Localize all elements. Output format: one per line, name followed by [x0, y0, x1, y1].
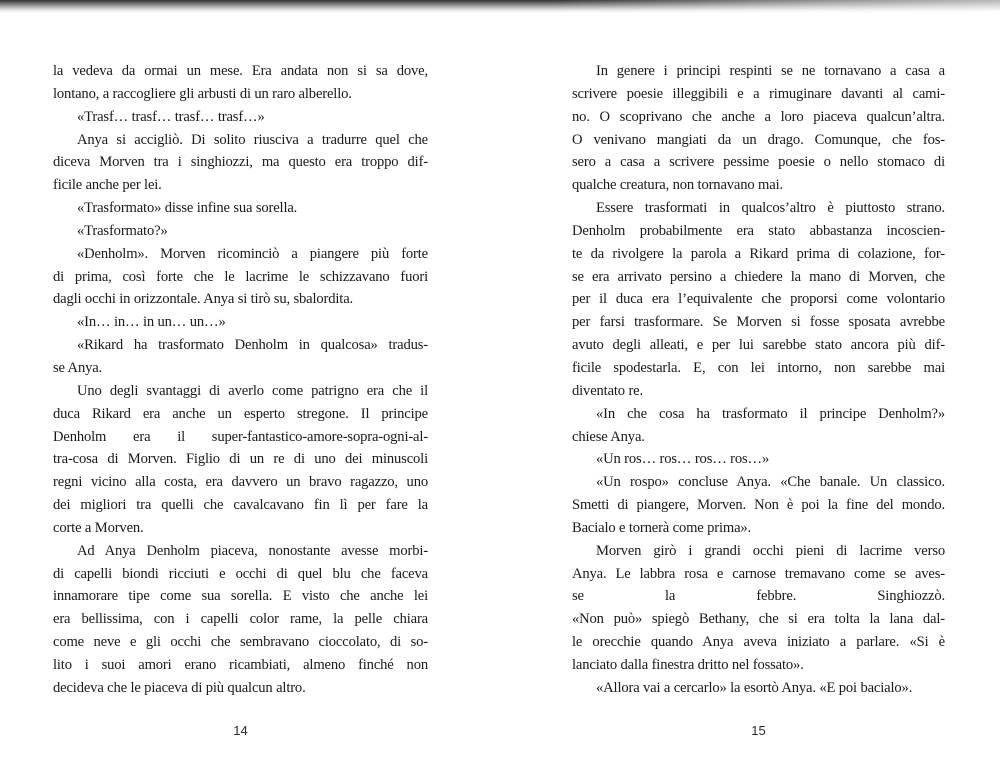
text-line: «Un rospo» concluse Anya. «Che banale. Un classico. [596, 474, 945, 491]
text-line: Uno degli svantaggi di averlo come patrigno era che il [77, 382, 428, 399]
text-line: Smetti di piangere, Morven. Non è poi la fine del mondo. [572, 497, 945, 514]
text-line: le orecchie quando Anya aveva iniziato a parlare. «Si è [572, 634, 945, 651]
text-line: ficile spodestarla. E, con lei intorno, non sarebbe mai [572, 359, 945, 376]
text-line: Denholm probabilmente era stato abbastanza incoscien- [572, 222, 945, 239]
text-line: no. O scoprivano che anche a loro piaceva qualcun’altra. [572, 108, 945, 125]
text-line: «Trasf… trasf… trasf… trasf…» [77, 108, 265, 125]
text-line: Anya. Le labbra rosa e carnose tremavano come se aves- [572, 565, 945, 582]
text-line: tra-cosa di Morven. Figlio di un re di uno dei minuscoli [53, 451, 428, 468]
page-number-left: 14 [233, 723, 248, 738]
text-line: duca Rikard era anche un esperto stregone. Il principe [53, 405, 428, 422]
text-line: In genere i principi respinti se ne tornavano a casa a [596, 63, 945, 79]
text-line: dei migliori tra quelli che cavalcavano fin lì per fare la [53, 497, 428, 514]
text-line: corte a Morven. [53, 519, 144, 536]
text-line: per il duca era l’equivalente che proporsi come volontario [572, 291, 945, 308]
text-line: Morven girò i grandi occhi pieni di lacrime verso [596, 542, 945, 559]
text-line: se la febbre. Singhiozzò. [572, 588, 945, 605]
text-line: come neve e gli occhi che sembravano cioccolato, di so- [53, 634, 428, 651]
text-line: lanciato dalla finestra dritto nel fossato». [572, 656, 804, 673]
text-line: diventato re. [572, 382, 643, 399]
text-line: Bacialo e tornerà come prima». [572, 519, 752, 536]
text-line: Essere trasformati in qualcos’altro è piuttosto strano. [596, 200, 945, 217]
text-line: lito i suoi amori erano ricambiati, almeno finché non [53, 656, 428, 673]
text-line: decideva che le piaceva di più qualcun altro. [53, 679, 306, 696]
text-line: se era arrivato persino a chiedere la mano di Morven, che [572, 268, 945, 285]
text-line: lontano, a raccogliere gli arbusti di un raro alberello. [53, 85, 352, 102]
page-right-text [572, 60, 945, 700]
text-line: qualche creatura, non tornavano mai. [572, 177, 783, 194]
text-line: te da rivolgere la parola a Rikard prima di colazione, for- [572, 245, 945, 262]
text-line: ficile anche per lei. [53, 177, 162, 194]
text-line: dagli occhi in orizzontale. Anya si tirò su, sbalordita. [53, 291, 354, 308]
text-line: «Allora vai a cercarlo» la esortò Anya. «E poi bacialo». [596, 679, 913, 696]
text-line: diceva Morven tra i singhiozzi, ma questo era troppo dif- [53, 154, 428, 171]
text-line: se Anya. [53, 359, 103, 376]
text-line: di prima, così forte che le lacrime le schizzavano fuori [53, 268, 428, 285]
text-line: «Rikard ha trasformato Denholm in qualcosa» tradus- [77, 337, 428, 354]
text-line: era bellissima, con i capelli color rame, la pelle chiara [53, 611, 428, 628]
text-line: avuto degli alleati, e per lui sarebbe stato ancora più dif- [572, 337, 945, 354]
text-line: «In che cosa ha trasformato il principe Denholm?» [596, 405, 945, 422]
text-line: «Trasformato» disse infine sua sorella. [77, 200, 298, 217]
text-line: per farsi trasformare. Se Morven si fosse sposata avrebbe [572, 314, 945, 331]
page-left-text [53, 60, 428, 700]
text-line: di capelli biondi ricciuti e occhi di quel blu che faceva [53, 565, 428, 582]
text-line: «Denholm». Morven ricominciò a piangere più forte [77, 245, 428, 262]
text-line: O venivano mangiati da un drago. Comunque, che fos- [572, 131, 945, 148]
text-line: innamorare tipe come sua sorella. E visto che anche lei [53, 588, 428, 605]
text-line: Denholm era il super-fantastico-amore-sopra-ogni-al- [53, 428, 428, 445]
text-line: «Non può» spiegò Bethany, che si era tolta la lana dal- [572, 611, 945, 628]
text-line: regni vicino alla costa, era davvero un bravo ragazzo, uno [53, 474, 428, 491]
text-line: la vedeva da ormai un mese. Era andata non si sa dove, [53, 63, 428, 79]
text-line: scrivere poesie illeggibili e a rimuginare davanti al cami- [572, 85, 945, 102]
page-number-right: 15 [751, 723, 766, 738]
text-line: Ad Anya Denholm piaceva, nonostante avesse morbi- [77, 542, 428, 559]
text-line: chiese Anya. [572, 428, 645, 445]
text-line: «Trasformato?» [77, 222, 168, 239]
text-line: Anya si accigliò. Di solito riusciva a tradurre quel che [77, 131, 428, 148]
text-line: sero a casa a scrivere pessime poesie o nello stomaco di [572, 154, 945, 171]
text-line: «Un ros… ros… ros… ros…» [596, 451, 770, 468]
text-line: «In… in… in un… un…» [77, 314, 226, 331]
page-top-shadow [0, 0, 1000, 13]
